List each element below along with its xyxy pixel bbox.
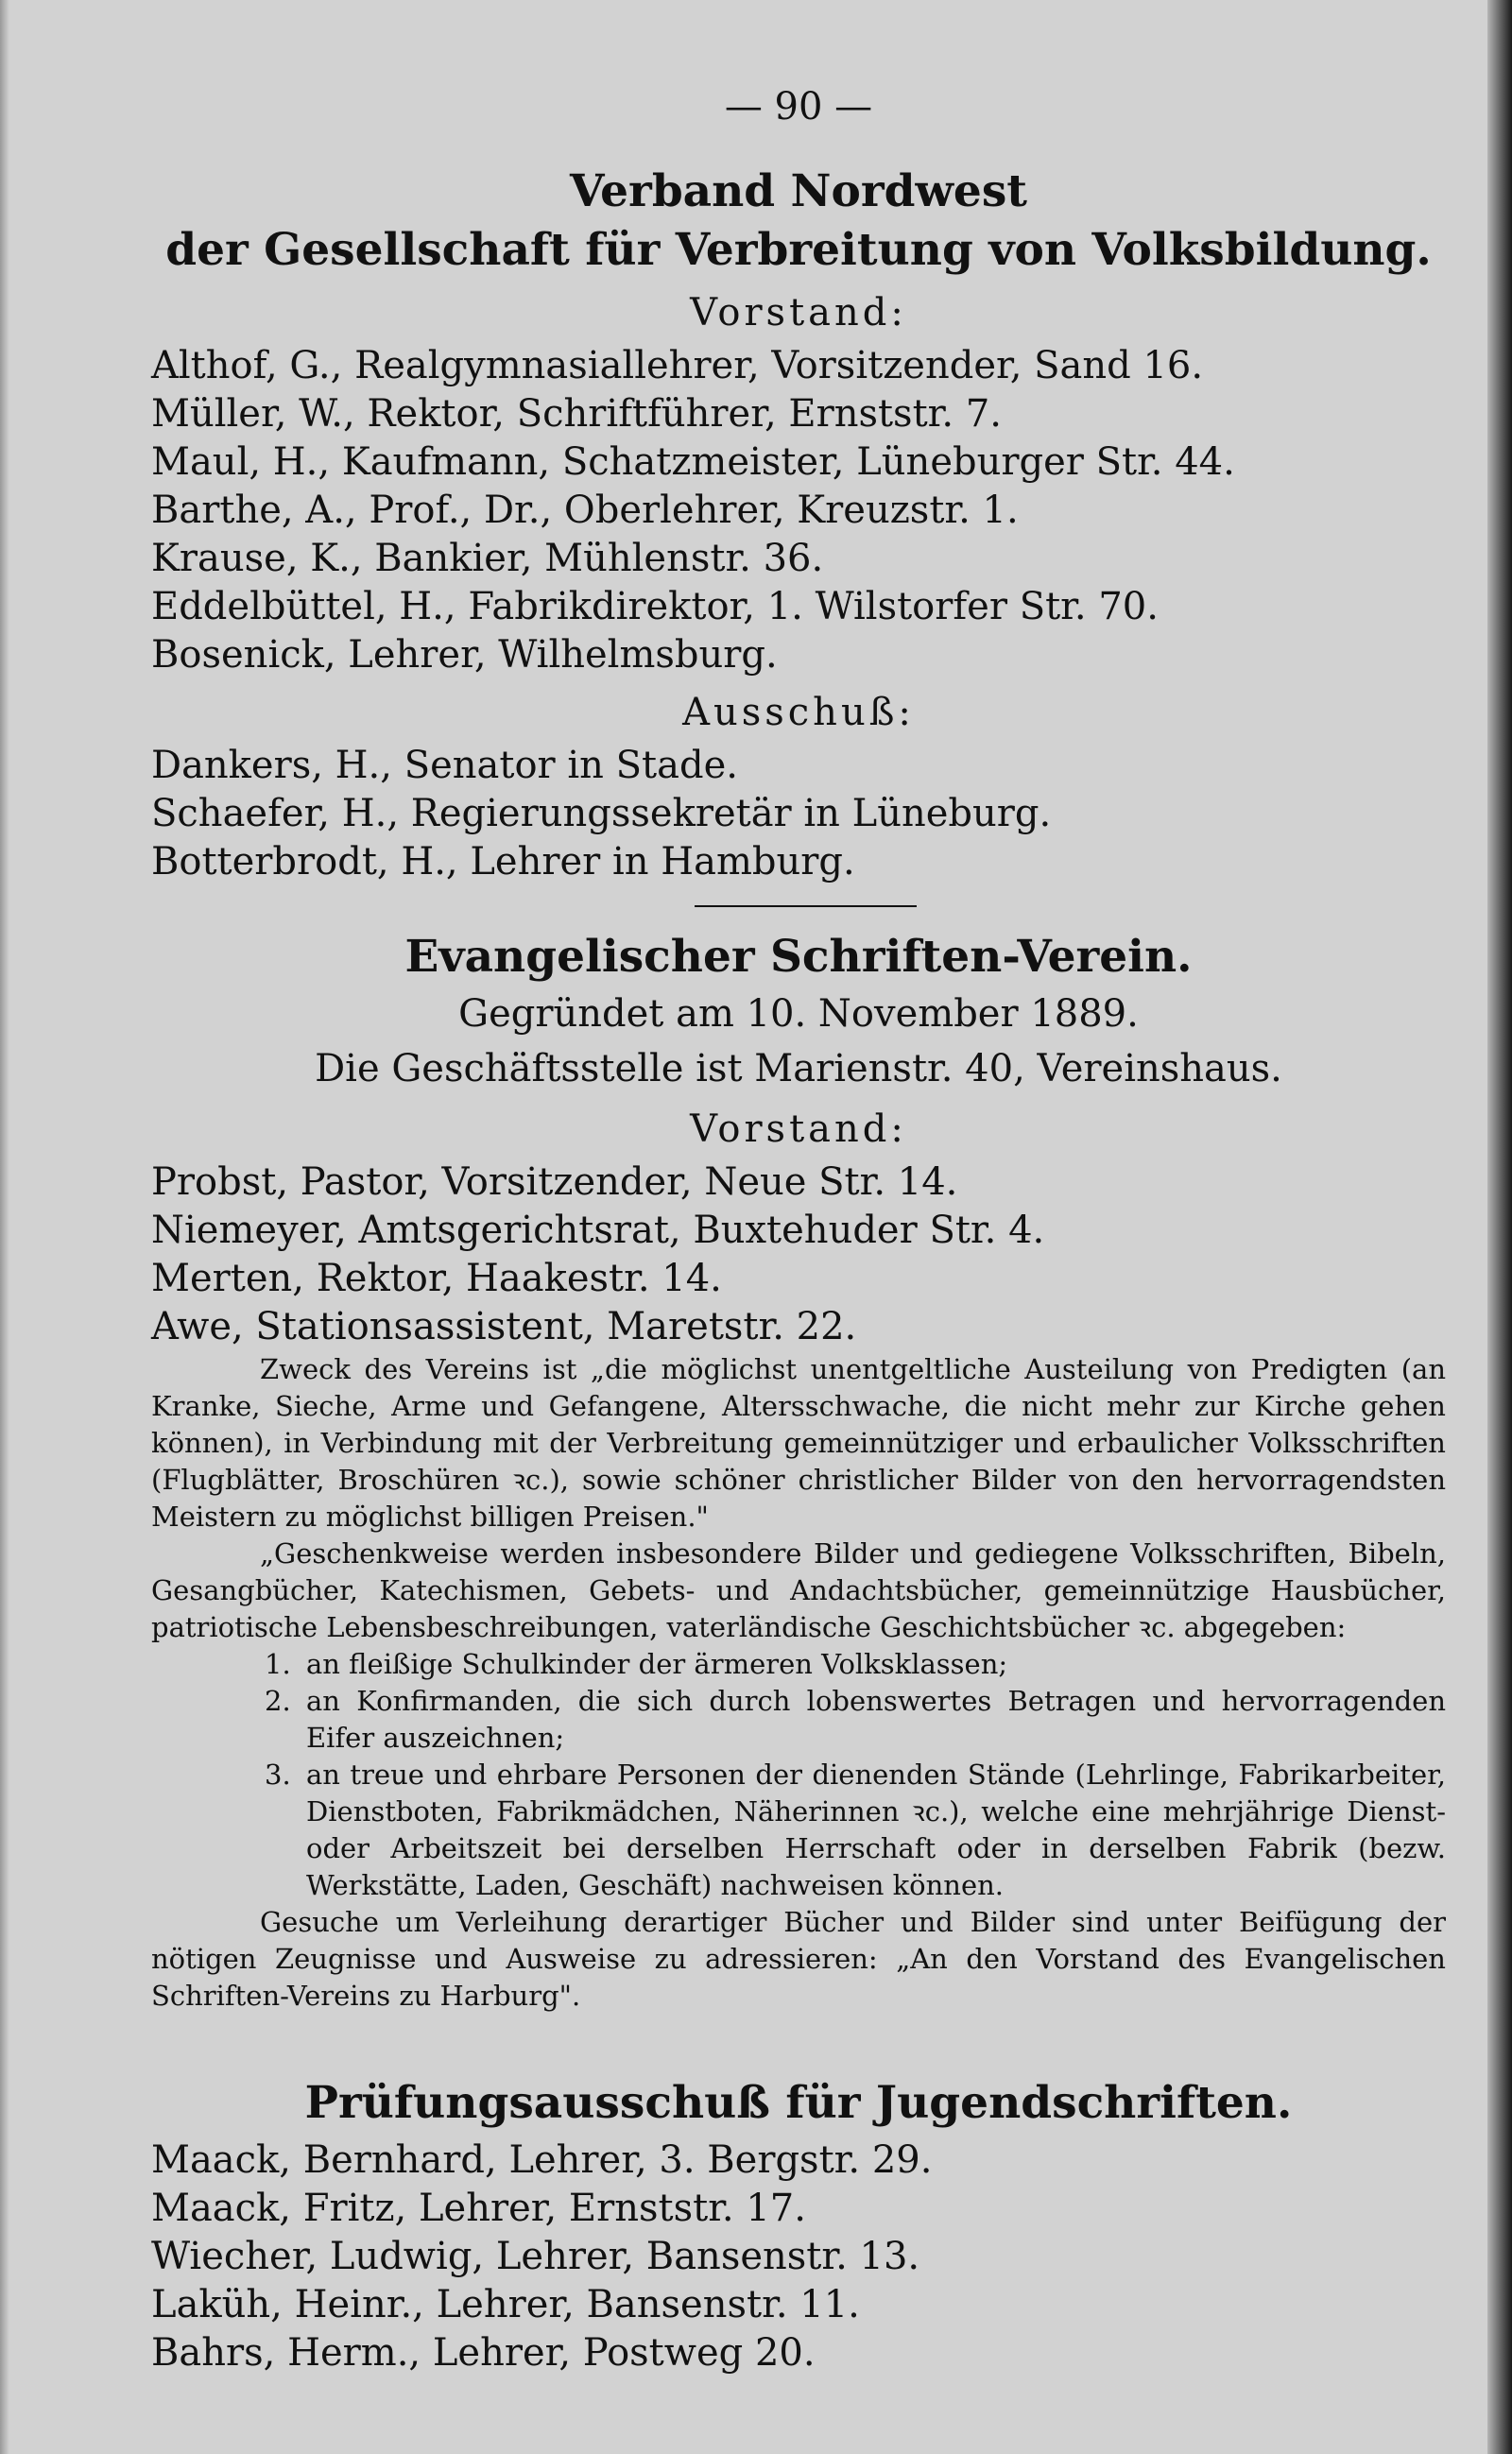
committee-entry: Schaefer, H., Regierungssekretär in Lüneburg. (151, 792, 1052, 835)
member-entry: Maack, Fritz, Lehrer, Ernststr. 17. (151, 2187, 806, 2230)
page-left-edge (0, 0, 9, 2454)
board-entry: Müller, W., Rektor, Schriftführer, Ernststr. 7. (151, 392, 1002, 436)
member-entry: Bahrs, Herm., Lehrer, Postweg 20. (151, 2331, 816, 2375)
member-entry: Wiecher, Ludwig, Lehrer, Bansenstr. 13. (151, 2235, 920, 2278)
page-number: — 90 — (724, 85, 873, 129)
board-entry: Maul, H., Kaufmann, Schatzmeister, Lüneburger Str. 44. (151, 440, 1235, 484)
board-entry: Awe, Stationsassistent, Maretstr. 22. (151, 1305, 857, 1348)
member-entry: Laküh, Heinr., Lehrer, Bansenstr. 11. (151, 2283, 860, 2326)
gifts-intro-paragraph: „Geschenkweise werden insbesondere Bilder und gediegene Volksschriften, Bibeln, Gesangbücher, Katechismen, Gebets- und Andachtsbücher, gemeinnützige Hausbücher, patriotische Lebensbeschreibungen, vaterländische Geschichtsbücher ꝛc. abgegeben: (151, 1537, 1446, 1643)
member-entry: Maack, Bernhard, Lehrer, 3. Bergstr. 29. (151, 2138, 933, 2182)
board-list (151, 342, 1446, 679)
board-entry: Bosenick, Lehrer, Wilhelmsburg. (151, 633, 778, 677)
board-heading: Vorstand: (690, 1107, 907, 1151)
recipient-number: 3. (265, 1759, 291, 1791)
board-entry: Probst, Pastor, Vorsitzender, Neue Str. 14. (151, 1160, 958, 1204)
committee-entry: Dankers, H., Senator in Stade. (151, 744, 738, 787)
section-pruefungsausschuss (151, 2074, 1446, 2377)
purpose-paragraph: Zweck des Vereins ist „die möglichst unentgeltliche Austeilung von Predigten (an Kranke, Sieche, Arme und Gefangene, Altersschwache, die nicht mehr zur Kirche gehen können), in Verbindung mit der Verbreitung gemeinnütziger und erbaulicher Volksschriften (Flugblätter, Broschüren ꝛc.), sowie schöner christlicher Bilder von den hervorragendsten Meistern zu möglichst billigen Preisen." (151, 1353, 1446, 1533)
board-entry: Eddelbüttel, H., Fabrikdirektor, 1. Wilstorfer Str. 70. (151, 585, 1159, 628)
board-entry: Merten, Rektor, Haakestr. 14. (151, 1257, 722, 1300)
recipient-item (151, 1757, 1446, 1904)
board-entry: Niemeyer, Amtsgerichtsrat, Buxtehuder Str. 4. (151, 1209, 1045, 1252)
committee-list (151, 742, 1446, 886)
office-line: Die Geschäftsstelle ist Marienstr. 40, Vereinshaus. (315, 1047, 1282, 1090)
recipient-text: an Konfirmanden, die sich durch lobenswertes Betragen und hervorragenden Eifer auszeichnen; (306, 1685, 1446, 1754)
board-entry: Barthe, A., Prof., Dr., Oberlehrer, Kreuzstr. 1. (151, 489, 1019, 532)
recipient-number: 2. (265, 1685, 291, 1717)
recipient-number: 1. (265, 1648, 291, 1680)
recipient-text: an fleißige Schulkinder der ärmeren Volksklassen; (306, 1648, 1008, 1680)
recipients-list (151, 1646, 1446, 1904)
board-entry: Krause, K., Bankier, Mühlenstr. 36. (151, 537, 824, 580)
board-entry: Althof, G., Realgymnasiallehrer, Vorsitzender, Sand 16. (151, 344, 1204, 387)
section-verband-nordwest (151, 163, 1446, 886)
recipient-item (151, 1683, 1446, 1757)
section-divider (695, 905, 917, 907)
page-right-edge (1487, 0, 1512, 2454)
requests-paragraph: Gesuche um Verleihung derartiger Bücher und Bilder sind unter Beifügung der nötigen Zeugnisse und Ausweise zu adressieren: „An den Vorstand des Evangelischen Schriften-Vereins zu Harburg". (151, 1906, 1446, 2012)
section-title: Prüfungsausschuß für Jugendschriften. (304, 2077, 1293, 2129)
section-title: Evangelischer Schriften-Verein. (404, 931, 1193, 983)
board-list (151, 1158, 1446, 1351)
board-heading: Vorstand: (690, 291, 907, 335)
members-list (151, 2137, 1446, 2377)
recipient-text: an treue und ehrbare Personen der dienenden Stände (Lehrlinge, Fabrikarbeiter, Dienstboten, Fabrikmädchen, Näherinnen ꝛc.), welche eine mehrjährige Dienst- oder Arbeitszeit bei derselben Herrschaft oder in derselben Fabrik (bezw. Werkstätte, Laden, Geschäft) nachweisen können. (306, 1759, 1446, 1901)
section-evangelischer-schriften-verein (151, 928, 1446, 2015)
section-title-line2: der Gesellschaft für Verbreitung von Volksbildung. (165, 224, 1432, 276)
section-title-line1: Verband Nordwest (570, 165, 1027, 217)
founded-line: Gegründet am 10. November 1889. (458, 992, 1139, 1036)
committee-heading: Ausschuß: (682, 691, 915, 734)
recipient-item (151, 1646, 1446, 1683)
committee-entry: Botterbrodt, H., Lehrer in Hamburg. (151, 840, 855, 884)
